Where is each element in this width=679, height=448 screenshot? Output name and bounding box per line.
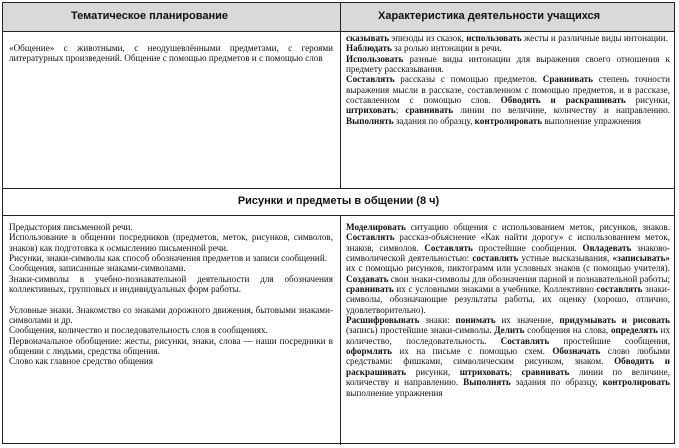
row1-left-text — [9, 43, 333, 64]
paragraph: Сообщения, записанные знаками-символами. — [9, 263, 186, 274]
header-student-activity: Характеристика деятельности учащихся — [378, 10, 601, 22]
table-header — [3, 3, 674, 32]
activity-verb: Составлять — [500, 335, 550, 346]
text-run: сообщения на слова, — [524, 325, 611, 336]
paragraph: Условные знаки. Знакомство со знаками дорожного движения, бытовыми знаками-символами и др. — [9, 304, 333, 326]
activity-verb: Составлять — [346, 74, 395, 85]
text-run: выполнение упражнения — [346, 387, 443, 398]
activity-verb: сравнивать — [346, 284, 394, 295]
activity-verb: Выполнять — [463, 377, 511, 388]
section-title: Рисунки и предметы в общении (8 ч) — [237, 195, 440, 207]
activity-verb: составлять — [596, 284, 643, 295]
activity-verb: «записывать» — [612, 253, 670, 264]
text-run: линии по величине, количеству и направлению. — [346, 366, 670, 388]
text-run: знаки: — [419, 315, 456, 326]
section-band — [3, 189, 674, 215]
text-run: их количество, последовательность. — [346, 325, 671, 346]
row-divider — [3, 215, 674, 216]
row2-left-text — [9, 222, 333, 367]
row1-left-cell — [9, 43, 333, 64]
activity-verb: штриховать — [459, 366, 510, 377]
activity-verb: контролировать — [602, 377, 670, 388]
text-run: ; — [395, 105, 406, 116]
paragraph — [346, 33, 670, 43]
paragraph: Предыстория письменной речи. — [9, 222, 133, 232]
text-run: их значение, — [495, 315, 560, 326]
text-run: выполнение упражнения — [542, 115, 641, 126]
text-run: жесты и различные виды интонации. — [521, 33, 668, 43]
curriculum-table — [2, 2, 675, 444]
paragraph: Сообщения, количество и последовательность слов в сообщениях. — [9, 325, 268, 336]
activity-verb: сравнивать — [521, 366, 570, 377]
activity-verb: Наблюдать — [346, 43, 392, 54]
activity-verb: Составлять — [424, 242, 473, 253]
paragraph: «Общение» с животными, с неодушевлёнными предметами, с героями литературных произведений. Общение с помощью предметов и с помощью слов — [9, 43, 333, 64]
text-run: свои знаки-символы для обозначения парной и познавательной работы; — [388, 273, 670, 284]
text-run: простейшие сообщения. — [472, 242, 583, 253]
activity-verb: сказывать — [346, 33, 390, 43]
text-run: ; — [509, 366, 522, 377]
row1-right-cell — [346, 33, 670, 126]
text-run: знаки-символы, обозначающие результаты работы, их оценку (хорошо, отлично, удовлетворительно). — [346, 284, 670, 315]
activity-verb: Делить — [494, 325, 525, 336]
column-divider — [340, 3, 341, 188]
text-run: рассказы с помощью предметов. — [394, 74, 543, 85]
paragraph: Знаки-символы в учебно-познавательной деятельности для обозначения коллективных, групповых и индивидуальных форм работы. — [9, 273, 333, 295]
paragraph — [346, 315, 670, 398]
activity-verb: составлять — [472, 253, 519, 264]
text-run: простейшие сообщения, — [549, 335, 670, 346]
activity-verb: Обводить и раскрашивать — [346, 356, 670, 377]
activity-verb: оформлять — [346, 346, 392, 357]
activity-verb: сравнивать — [405, 105, 454, 116]
activity-verb: Обозначать — [552, 346, 601, 357]
text-run: знаково-символической деятельностью: — [346, 242, 671, 264]
row2-right-text — [346, 222, 670, 398]
column-divider — [340, 216, 341, 445]
text-run: рассказ-объяснение «Как найти дорогу» с использованием меток, знаков, символов. — [346, 232, 670, 253]
activity-verb: Создавать — [346, 273, 389, 284]
activity-verb: контролировать — [474, 115, 543, 126]
text-run: линии по величине, количеству и направлению. — [453, 105, 670, 116]
activity-verb: Моделировать — [346, 222, 406, 232]
paragraph: Рисунки, знаки-символы как способ обозначения предметов и записи сообщений. — [9, 253, 327, 264]
header-thematic-planning: Тематическое планирование — [71, 10, 228, 22]
activity-verb: Сравнивать — [542, 74, 593, 85]
paragraph — [346, 222, 670, 315]
paragraph — [346, 43, 670, 53]
text-run: задания по образцу, — [510, 377, 603, 388]
text-run: (запись) простейшие знаки-символы. — [346, 325, 495, 336]
paragraph — [9, 294, 333, 304]
activity-verb: определять — [610, 325, 658, 336]
activity-verb: понимать — [455, 315, 496, 326]
text-run: слово любыми средствами: фишками, символическим рисунком, знаком. — [346, 346, 670, 367]
activity-verb: Овладевать — [582, 242, 632, 253]
activity-verb: Составлять — [346, 232, 395, 243]
text-run: их на письме с помощью схем. — [391, 346, 553, 357]
paragraph: Первоначальное обобщение: жесты, рисунки, знаки, слова — наши посредники в общении с людьми, средства общения. — [9, 335, 333, 357]
activity-verb: использовать — [466, 33, 522, 43]
paragraph: Использование в общении посредников (предметов, меток, рисунков, символов, знаков) как подготовка к осмыслению письменной речи. — [9, 232, 333, 253]
text-run: разные виды интонации для выражения своего отношения к предмету рассказывания. — [346, 53, 670, 75]
activity-verb: Использовать — [346, 53, 404, 64]
activity-verb: Выполнять — [346, 115, 394, 126]
text-run: рисунки, — [406, 366, 460, 377]
paragraph — [346, 74, 670, 126]
paragraph: Слово как главное средство общения — [9, 356, 153, 367]
text-run: их с помощью рисунков, пиктограмм или условных знаков (с помощью учителя). — [346, 263, 670, 274]
text-run: рисунки, — [625, 95, 670, 106]
row2-right-cell — [346, 222, 670, 398]
activity-verb: Расшифровывать — [346, 315, 420, 326]
text-run: устные высказывания, — [518, 253, 613, 264]
activity-verb: штриховать — [346, 105, 396, 116]
row2-left-cell — [9, 222, 333, 367]
row1-right-text — [346, 33, 670, 126]
text-run: ситуацию общения с использованием меток, рисунков, знаков. — [405, 222, 670, 232]
text-run: их с условными знаками в учебнике. Коллективно — [393, 284, 597, 295]
text-run: степень точности выражения мысли в рассказе, составленном с помощью предметов, и в рассказе, составленном с помощью слов. — [346, 74, 670, 106]
activity-verb: Обводить и раскрашивать — [500, 95, 626, 106]
paragraph — [346, 54, 670, 75]
text-run: за ролью интонации в речи. — [391, 43, 502, 54]
activity-verb: придумывать и рисовать — [559, 315, 671, 326]
text-run: задания по образцу, — [393, 115, 475, 126]
text-run: эпизоды из сказок, — [389, 33, 467, 43]
